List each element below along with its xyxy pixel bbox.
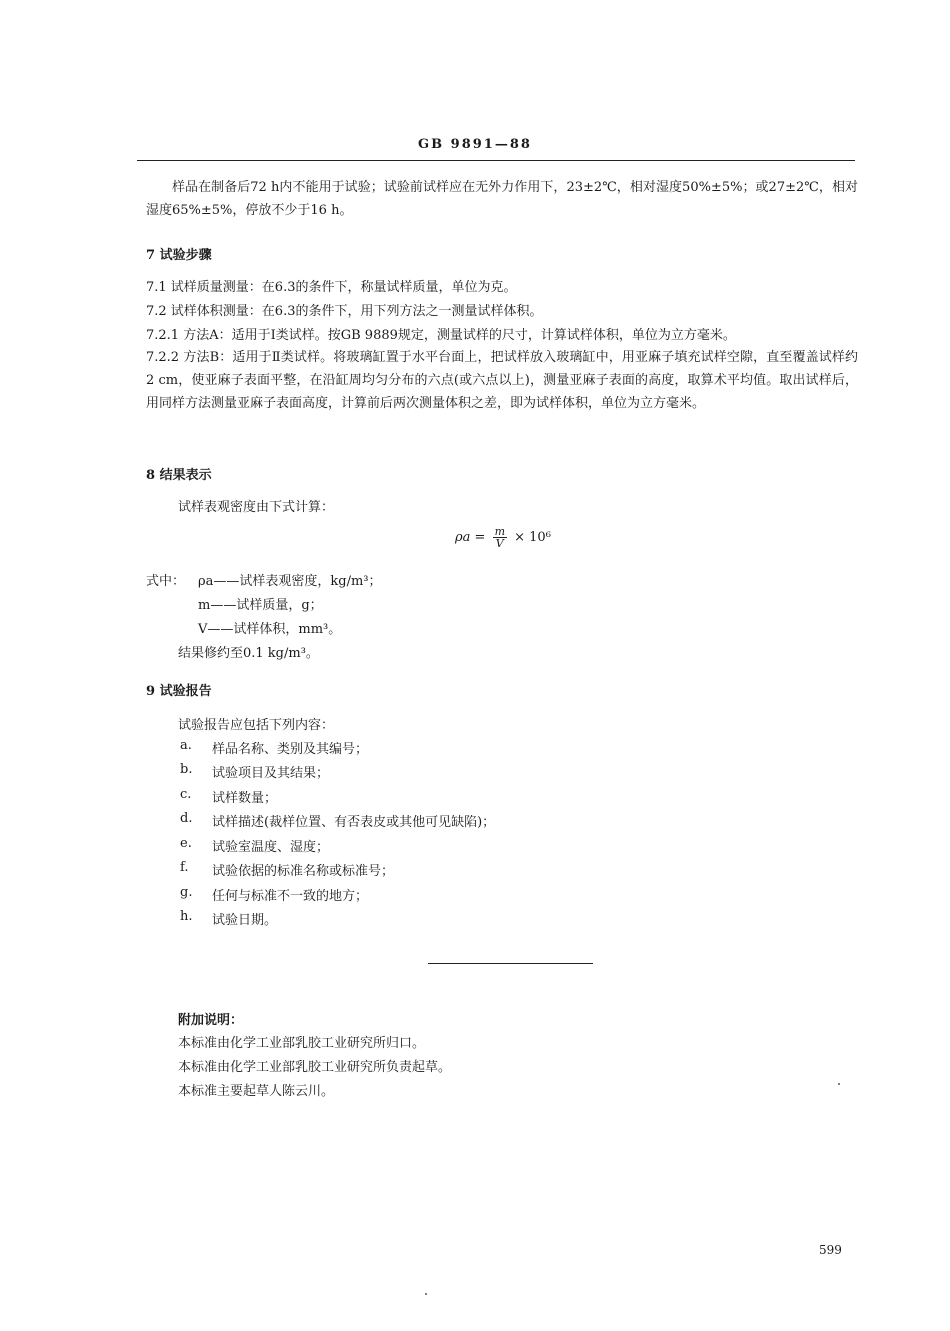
intro-paragraph: 样品在制备后72 h内不能用于试验；试验前试样应在无外力作用下，23±2℃，相对湿度50%±5%；或27±2℃，相对湿度65%±5%，停放不少于16 h。	[146, 180, 858, 218]
formula-rhs: × 10⁶	[514, 530, 551, 545]
where-label: 式中：	[146, 574, 186, 589]
formula-fraction	[493, 526, 507, 549]
section-7-heading: 7 试验步骤	[146, 248, 212, 263]
report-lead: 试验报告应包括下列内容：	[178, 718, 335, 733]
list-item-letter: d.	[180, 811, 193, 826]
list-item: 任何与标准不一致的地方；	[212, 889, 369, 904]
section-9-heading: 9 试验报告	[146, 684, 212, 699]
formula-lead: 试样表观密度由下式计算：	[178, 500, 335, 515]
section-8-heading: 8 结果表示	[146, 468, 212, 483]
list-item-letter: b.	[180, 762, 193, 777]
list-item-letter: e.	[180, 836, 192, 851]
appendix-line: 本标准主要起草人陈云川。	[178, 1084, 335, 1099]
scan-speck	[838, 1083, 840, 1085]
appendix-line: 本标准由化学工业部乳胶工业研究所归口。	[178, 1036, 426, 1051]
list-item: 试验项目及其结果；	[212, 766, 330, 781]
clause-7-1: 7.1 试样质量测量：在6.3的条件下，称量试样质量，单位为克。	[146, 280, 517, 295]
formula-lhs: ρa =	[455, 530, 486, 545]
list-item: 试验室温度、湿度；	[212, 840, 330, 855]
list-item-letter: g.	[180, 885, 193, 900]
rounding-note: 结果修约至0.1 kg/m³。	[178, 646, 319, 661]
var-density: ρa——试样表观密度，kg/m³；	[198, 574, 382, 589]
clause-7-2-2: 7.2.2 方法B：适用于Ⅱ类试样。将玻璃缸置于水平台面上，把试样放入玻璃缸中，用亚麻子填充试样空隙，直至覆盖试样约2 cm，使亚麻子表面平整，在沿缸周均匀分布的六点(或六点以上)，测量亚麻子表面的高度，取算术平均值。取出试样后，用同样方法测量亚麻子表面高度，计算前后两次测量体积之差，即为试样体积，单位为立方毫米。	[146, 350, 858, 411]
list-item: 试验日期。	[212, 913, 278, 928]
clause-7-2: 7.2 试样体积测量：在6.3的条件下，用下列方法之一测量试样体积。	[146, 304, 543, 319]
appendix-line: 本标准由化学工业部乳胶工业研究所负责起草。	[178, 1060, 452, 1075]
list-item: 试样数量；	[212, 791, 278, 806]
section-divider	[428, 963, 593, 964]
formula-numerator: m	[494, 525, 505, 538]
formula-denominator: V	[495, 537, 504, 550]
list-item: 试样描述(裁样位置、有否表皮或其他可见缺陷)；	[212, 815, 496, 830]
document-header: GB 9891—88	[418, 137, 532, 152]
scan-speck	[425, 1293, 427, 1295]
var-volume: V——试样体积，mm³。	[198, 622, 342, 637]
density-formula	[455, 526, 551, 549]
page-number: 599	[819, 1243, 842, 1257]
list-item-letter: a.	[180, 738, 192, 753]
list-item-letter: h.	[180, 909, 193, 924]
clause-7-2-1: 7.2.1 方法A：适用于Ⅰ类试样。按GB 9889规定，测量试样的尺寸，计算试样体积，单位为立方毫米。	[146, 328, 736, 343]
list-item: 样品名称、类别及其编号；	[212, 742, 369, 757]
list-item: 试验依据的标准名称或标准号；	[212, 864, 395, 879]
header-rule	[137, 160, 855, 161]
list-item-letter: f.	[180, 860, 189, 875]
appendix-title: 附加说明：	[178, 1013, 244, 1028]
var-mass: m——试样质量，g；	[198, 598, 323, 613]
list-item-letter: c.	[180, 787, 192, 802]
